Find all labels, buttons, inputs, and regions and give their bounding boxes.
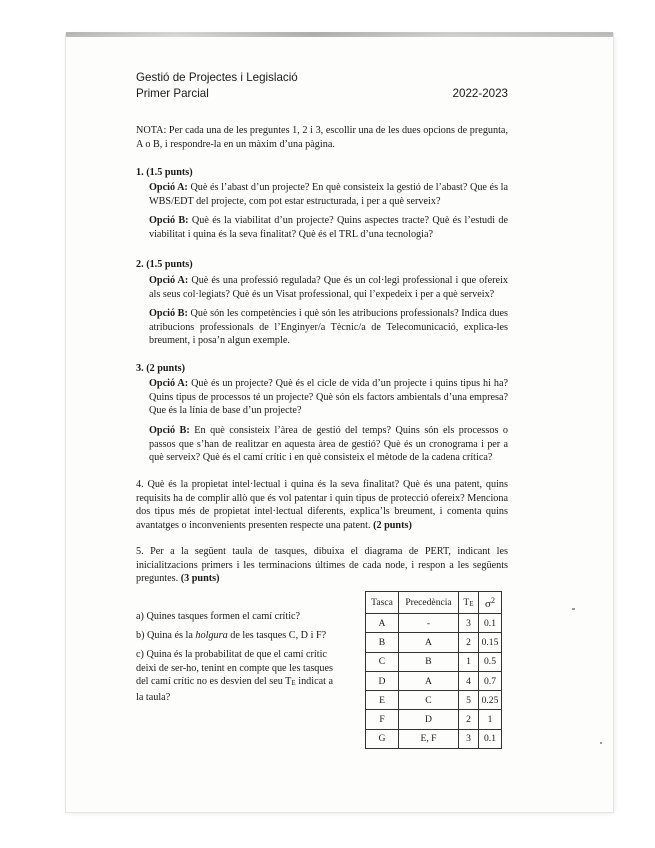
q1-title: 1. (1.5 punts) — [136, 167, 193, 178]
q3-option-b-text: En què consisteix l’àrea de gestió del temps? Quins són els processos o passos que s’han de realitzar en aquesta àrea de gestió? Què és un cronograma i per a què serveix? Què és el camí crític i en què consisteix el mètode de la cadena crítica? — [149, 425, 509, 464]
q2-option-a — [149, 274, 508, 301]
q5-sub-b-post: de les tasques C, D i F? — [230, 630, 327, 641]
table-row — [366, 710, 502, 729]
q5-sub-b-pre: b) Quina és la — [136, 630, 193, 641]
q1-option-b-text: Què és la viabilitat d’un projecte? Quins aspectes tracte? Què és l’estudi de viabilitat i quina és la seva finalitat? Què és el TRL d’una tecnologia? — [149, 215, 509, 240]
q1-option-b — [149, 214, 508, 241]
q4-points: (2 punts) — [373, 519, 412, 531]
q5-sub-c-subscript: E — [291, 679, 296, 688]
q1-option-a — [149, 181, 508, 208]
col-header-te — [459, 592, 479, 614]
cell-variance: 0.7 — [479, 671, 502, 690]
q2-option-a-label: Opció A: — [149, 275, 189, 286]
exam-name: Primer Parcial — [136, 87, 209, 100]
table-row — [366, 691, 502, 710]
q5-sub-a: a) Quines tasques formen el camí crític? — [136, 611, 301, 622]
q5-points: (3 punts) — [180, 573, 220, 585]
q2-option-b-label: Opció B: — [149, 308, 188, 319]
cell-te: 5 — [459, 691, 479, 710]
cell-task: C — [366, 652, 399, 671]
cell-variance: 0.1 — [479, 729, 502, 748]
q2-option-b-text: Què són les competències i què són les atribucions professionals? Indica dues atribucions professionals de l’Enginyer/a Tècnic/a de Telecomunicació, explica-les breument, i posa’n algun exemple. — [149, 308, 508, 347]
scan-top-edge — [66, 32, 613, 37]
q5-sub-b-emphasis: holgura — [195, 630, 228, 641]
sigma-superscript: 2 — [490, 595, 495, 605]
q5-text — [136, 545, 508, 586]
scan-speck — [600, 742, 602, 744]
q1-option-a-text: Què és l’abast d’un projecte? En què consisteix la gestió de l’abast? Que és la WBS/EDT del projecte, com pot estar estructurada, i per a què serveix? — [149, 182, 508, 207]
table-row — [366, 614, 502, 633]
cell-task: D — [366, 671, 399, 690]
q1-option-b-label: Opció B: — [149, 215, 189, 226]
cell-variance: 0.5 — [479, 652, 502, 671]
table-row — [366, 652, 502, 671]
col-header-variance — [479, 592, 502, 614]
q2-option-b — [149, 307, 508, 348]
q3-option-a-label: Opció A: — [149, 378, 189, 389]
q4-body: 4. Què és la propietat intel·lectual i quina és la seva finalitat? Què és una patent, quins requisits ha de complir allò que és vol patentar i quin tipus de protecció ofereix? Menciona dos tipus més de propietat intel·lectual diferents, explica’ls breument, i comenta quins avantatges o inconvenients presenten respecte una patent. — [136, 479, 508, 531]
table-header-row — [366, 592, 502, 614]
q3-option-a — [149, 377, 508, 418]
cell-variance: 0.1 — [479, 614, 502, 633]
q5-sub-c-post: indicat a la taula? — [136, 676, 334, 703]
cell-task: F — [366, 710, 399, 729]
q2-option-a-text: Què és una professió regulada? Que és un col·legi professional i que ofereix als seus col·legiats? Què és un Visat professional, qui l’expedeix i per a què serveix? — [149, 275, 509, 300]
cell-te: 2 — [459, 710, 479, 729]
cell-te: 3 — [459, 729, 479, 748]
cell-variance: 0.15 — [479, 633, 502, 652]
cell-variance: 0.25 — [479, 691, 502, 710]
table-row — [366, 729, 502, 748]
cell-te: 4 — [459, 671, 479, 690]
q3-option-a-text: Què és un projecte? Què és el cicle de vida d’un projecte i quins tipus hi ha? Quins tipus de processos té un projecte? Què són els factors ambientals d’una empresa? Que és la línia de base d’un projecte? — [149, 378, 509, 417]
q5-body: 5. Per a la següent taula de tasques, dibuixa el diagrama de PERT, indicant les inicialitzacions primers i les terminacions últimes de cada node, i respon a les següents preguntes. — [136, 546, 508, 585]
exam-note: NOTA: Per cada una de les preguntes 1, 2 i 3, escollir una de les dues opcions de pregunta, A o B, i respondre-la en un màxim d’una pàgina. — [136, 125, 508, 150]
course-title: Gestió de Projectes i Legislació — [136, 71, 298, 84]
sigma-symbol: σ — [485, 597, 491, 610]
q4-text — [136, 478, 508, 532]
tasks-table — [365, 591, 502, 749]
table-row — [366, 671, 502, 690]
col-header-precedence: Precedència — [399, 592, 459, 614]
cell-variance: 1 — [479, 710, 502, 729]
cell-precedence: - — [399, 614, 459, 633]
q2-title: 2. (1.5 punts) — [136, 259, 193, 270]
cell-precedence: A — [399, 633, 459, 652]
te-subscript: E — [469, 600, 474, 608]
q5-sub-c — [136, 648, 339, 704]
q1-option-a-label: Opció A: — [149, 182, 188, 193]
cell-task: A — [366, 614, 399, 633]
cell-task: G — [366, 729, 399, 748]
cell-precedence: B — [399, 652, 459, 671]
cell-task: E — [366, 691, 399, 710]
cell-te: 1 — [459, 652, 479, 671]
cell-task: B — [366, 633, 399, 652]
scan-speck — [572, 608, 575, 610]
table-row — [366, 633, 502, 652]
cell-precedence: D — [399, 710, 459, 729]
cell-precedence: C — [399, 691, 459, 710]
cell-te: 3 — [459, 614, 479, 633]
exam-header — [136, 70, 508, 102]
q5-sub-b — [136, 629, 346, 643]
te-symbol: T — [463, 597, 470, 608]
q5-sub-c-pre: c) Quina és la probabilitat de que el camí crític deixi de ser-ho, tenint en compte que les tasques del camí crític no es desvien del seu T — [136, 649, 333, 688]
academic-year: 2022-2023 — [452, 87, 508, 100]
cell-precedence: A — [399, 671, 459, 690]
q3-option-b-label: Opció B: — [149, 425, 190, 436]
q3-option-b — [149, 424, 508, 465]
col-header-task: Tasca — [366, 592, 399, 614]
cell-precedence: E, F — [399, 729, 459, 748]
cell-te: 2 — [459, 633, 479, 652]
q3-title: 3. (2 punts) — [136, 363, 185, 374]
